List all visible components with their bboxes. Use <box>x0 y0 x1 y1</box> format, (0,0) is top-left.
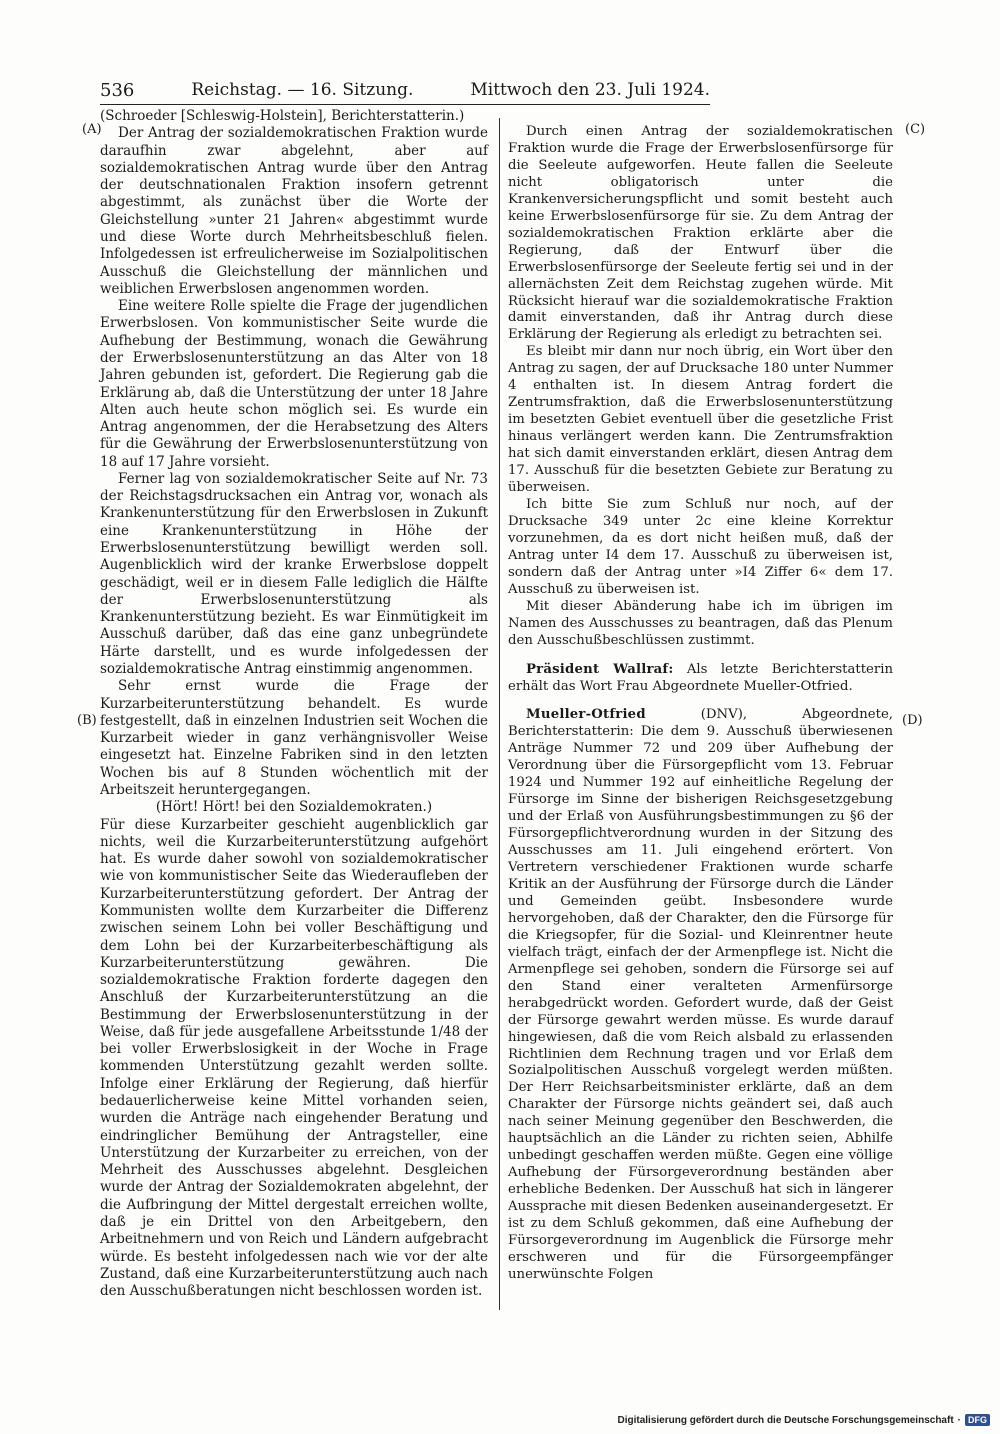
paragraph: Ich bitte Sie zum Schluß nur noch, auf der Drucksache 349 unter 2c eine kleine Korrektur vorzunehmen, da es dort nicht heißen muß, daß der Antrag unter I4 dem 17. Ausschuß zu überweisen ist, sondern daß der Antrag unter »I4 Ziffer 6« dem 17. Ausschuß zu überweisen ist. <box>508 496 893 597</box>
margin-mark-b: (B) <box>77 713 97 728</box>
president-statement <box>508 662 893 696</box>
paragraph: Eine weitere Rolle spielte die Frage der jugendlichen Erwerbslosen. Von kommunistischer Seite wurde die Aufhebung der Bestimmung, wonach die Gewährung der Erwerbslosenunterstützung an das Alter von 18 Jahren gebunden ist, gefordert. Die Regierung gab die Erklärung ab, daß die Unterstützung der unter 18 Jahre Alten auch heute schon möglich sei. Es wurde ein Antrag angenommen, der die Herabsetzung des Alters für die Gewährung der Erwerbslosenunterstützung von 18 auf 17 Jahre vorsieht. <box>100 298 488 470</box>
interjection: (Hört! Hört! bei den Sozialdemokraten.) <box>155 799 433 816</box>
paragraph: Sehr ernst wurde die Frage der Kurzarbeiterunterstützung behandelt. Es wurde festgestellt, daß in einzelnen Industrien seit Wochen die Kurzarbeit wieder in ganz verhängnisvoller Weise eingesetzt hat. Einzelne Fabriken sind in den letzten Wochen bis auf 8 Stunden wöchentlich mit der Arbeitszeit heruntergegangen. <box>100 678 488 798</box>
president-name: Präsident Wallraf: <box>526 661 674 677</box>
president-text: Als letzte Berichterstatterin erhält das Wort Frau Abgeordnete Mueller-Otfried. <box>508 661 893 694</box>
speaker-text: (DNV), Abgeordnete, Berichterstatterin: Die dem 9. Ausschuß überwiesenen Anträge Nummer 72 und 209 über Aufhebung der Verordnung über die Fürsorgepflicht vom 13. Februar 1924 und Nummer 192 auf einheitliche Regelung der Fürsorge im Sinne der bisherigen Reichsgesetzgebung und der Erlaß von Ausführungsbestimmungen zu §6 der Fürsorgepflichtverordnung wurden in der Sitzung des Ausschusses am 11. Juli eingehend erörtert. Von Vertretern verschiedener Fraktionen wurde scharfe Kritik an der Ausführung der Fürsorge durch die Länder und Gemeinden geübt. Insbesondere wurde hervorgehoben, daß der Charakter, den die Fürsorge für die Kriegsopfer, für die Sozial- und Kleinrentner heute vielfach trägt, einfach der der Armenpflege ist. Nicht die Armenpflege sei gehoben, sondern die Fürsorge sei auf den Stand einer veralteten Armenfürsorge herabgedrückt worden. Gefordert wurde, daß der Geist der Fürsorge gewahrt werden müsse. Es wurde darauf hingewiesen, daß die vom Reich alsbald zu erlassenden Richtlinien dem Rechnung tragen und vor Erlaß dem Sozialpolitischen Ausschuß vorgelegt werden müßten. Der Herr Reichsarbeitsminister erklärte, daß an dem Charakter der Fürsorge nichts geändert sei, daß auch nach seiner Meinung gegenüber den Beschwerden, die hauptsächlich an die Länder zu richten seien, Abhilfe unbedingt geschaffen werden müßte. Gegen eine völlige Aufhebung der Fürsorgeverordnung beständen aber erhebliche Bedenken. Der Ausschuß hat sich in längerer Aussprache mit diesen Bedenken auseinandergesetzt. Er ist zu dem Schluß gekommen, daß eine Aufhebung der Fürsorgeverordnung im Augenblick die Fürsorge mehr erschweren und für die Fürsorgeempfänger unerwünschte Folgen <box>508 707 893 1282</box>
paragraph: Für diese Kurzarbeiter geschieht augenblicklich gar nichts, weil die Kurzarbeiterunterstützung aufgehört hat. Es wurde daher sowohl von sozialdemokratischer wie von kommunistischer Seite das Wiederaufleben der Kurzarbeiterunterstützung gefordert. Der Antrag der Kommunisten wollte dem Kurzarbeiter die Differenz zwischen seinem Lohn bei voller Beschäftigung und dem Lohn bei der Kurzarbeiterbeschäftigung als Kurzarbeiterunterstützung gewähren. Die sozialdemokratische Fraktion forderte dagegen den Anschluß der Kurzarbeiterunterstützung an die Bestimmung der Erwerbslosenunterstützung in der Weise, daß für jede ausgefallene Arbeitsstunde 1/48 der bei voller Erwerbslosigkeit in der Woche in Frage kommenden Unterstützung gezahlt werden sollte. Infolge einer Erklärung der Regierung, daß hierfür bedauerlicherweise keine Mittel vorhanden seien, wurden die Anträge nach eingehender Beratung und eindringlicher Bemühung der Antragsteller, eine Unterstützung der Kurzarbeiter zu erreichen, von der Mehrheit des Ausschusses abgelehnt. Desgleichen wurde der Antrag der Sozialdemokraten abgelehnt, der die Aufbringung der Mittel dergestalt erreichen wollte, daß je ein Drittel von den Arbeitgebern, den Arbeitnehmern und von Reich und Ländern aufgebracht würde. Es besteht infolgedessen nach wie vor der alte Zustand, daß eine Kurzarbeiterunterstützung auch nach den Ausschußberatungen nicht beschlossen worden ist. <box>100 816 488 1300</box>
header-session: Reichstag. — 16. Sitzung. <box>191 80 414 100</box>
running-header <box>100 78 710 102</box>
right-column <box>508 124 893 1284</box>
digitization-footer <box>617 1414 990 1426</box>
margin-mark-c: (C) <box>905 122 926 137</box>
footer-text: Digitalisierung gefördert durch die Deutsche Forschungsgemeinschaft <box>617 1414 954 1426</box>
column-divider <box>499 118 500 1310</box>
left-column <box>100 108 488 1300</box>
speaker-statement <box>508 707 893 1283</box>
speaker-header: (Schroeder [Schleswig-Holstein], Berichterstatterin.) <box>100 108 465 124</box>
dfg-logo: DFG <box>965 1414 990 1426</box>
paragraph: Es bleibt mir dann nur noch übrig, ein Wort über den Antrag zu sagen, der auf Drucksache 180 unter Nummer 4 enthalten ist. In diesem Antrag fordert die Zentrumsfraktion, daß die Erwerbslosenunterstützung im besetzten Gebiet eventuell über die gesetzliche Frist hinaus verlängert werden kann. Die Zentrumsfraktion hat sich damit einverstanden erklärt, diesen Antrag dem 17. Ausschuß für die besetzten Gebiete zur Beratung zu überweisen. <box>508 344 893 496</box>
header-date: Mittwoch den 23. Juli 1924. <box>470 80 710 100</box>
paragraph: Ferner lag von sozialdemokratischer Seite auf Nr. 73 der Reichstagsdrucksachen ein Antrag vor, wonach als Krankenunterstützung für den Erwerbslosen in Zukunft eine Krankenunterstützung in Höhe der Erwerbslosenunterstützung bewilligt werden soll. Augenblicklich wird der kranke Erwerbslose doppelt geschädigt, weil er in diesem Falle lediglich die Hälfte der Erwerbslosenunterstützung als Krankenunterstützung bezieht. Es war Einmütigkeit im Ausschuß darüber, daß das eine ganz unbegründete Härte darstellt, und es wurde infolgedessen der sozialdemokratische Antrag einstimmig angenommen. <box>100 470 488 677</box>
paragraph: Mit dieser Abänderung habe ich im übrigen im Namen des Ausschusses zu beantragen, daß das Plenum den Ausschußbeschlüssen zustimmt. <box>508 598 893 648</box>
paragraph: Der Antrag der sozialdemokratischen Fraktion wurde daraufhin zwar abgelehnt, aber auf sozialdemokratischen Antrag wurde über den Antrag der deutschnationalen Fraktion insofern getrennt abgestimmt, als zunächst über die Worte der Gleichstellung »unter 21 Jahren« abgestimmt wurde und diese Worte durch Mehrheitsbeschluß fielen. Infolgedessen ist erfreulicherweise im Sozialpolitischen Ausschuß die Gleichstellung der männlichen und weiblichen Erwerbslosen angenommen worden. <box>100 125 488 297</box>
margin-mark-d: (D) <box>902 713 923 728</box>
header-rule <box>100 104 710 105</box>
footer-separator: · <box>957 1414 961 1426</box>
page-number: 536 <box>100 79 135 101</box>
paragraph: Durch einen Antrag der sozialdemokratischen Fraktion wurde die Frage der Erwerbslosenfürsorge für die Seeleute aufgeworfen. Heute fallen die Seeleute nicht obligatorisch unter die Krankenversicherungspflicht und somit besteht auch keine Erwerbslosenfürsorge für sie. Zu dem Antrag der sozialdemokratischen Fraktion erklärte aber die Regierung, daß der Entwurf über die Erwerbslosenfürsorge der Seeleute fertig sei und in der allernächsten Zeit dem Reichstag zugehen würde. Mit Rücksicht hierauf war die sozialdemokratische Fraktion damit einverstanden, daß ihr Antrag durch diese Erklärung der Regierung als erledigt zu betrachten sei. <box>508 124 893 343</box>
speaker-name: Mueller-Otfried <box>526 707 646 723</box>
margin-mark-a: (A) <box>82 122 102 137</box>
